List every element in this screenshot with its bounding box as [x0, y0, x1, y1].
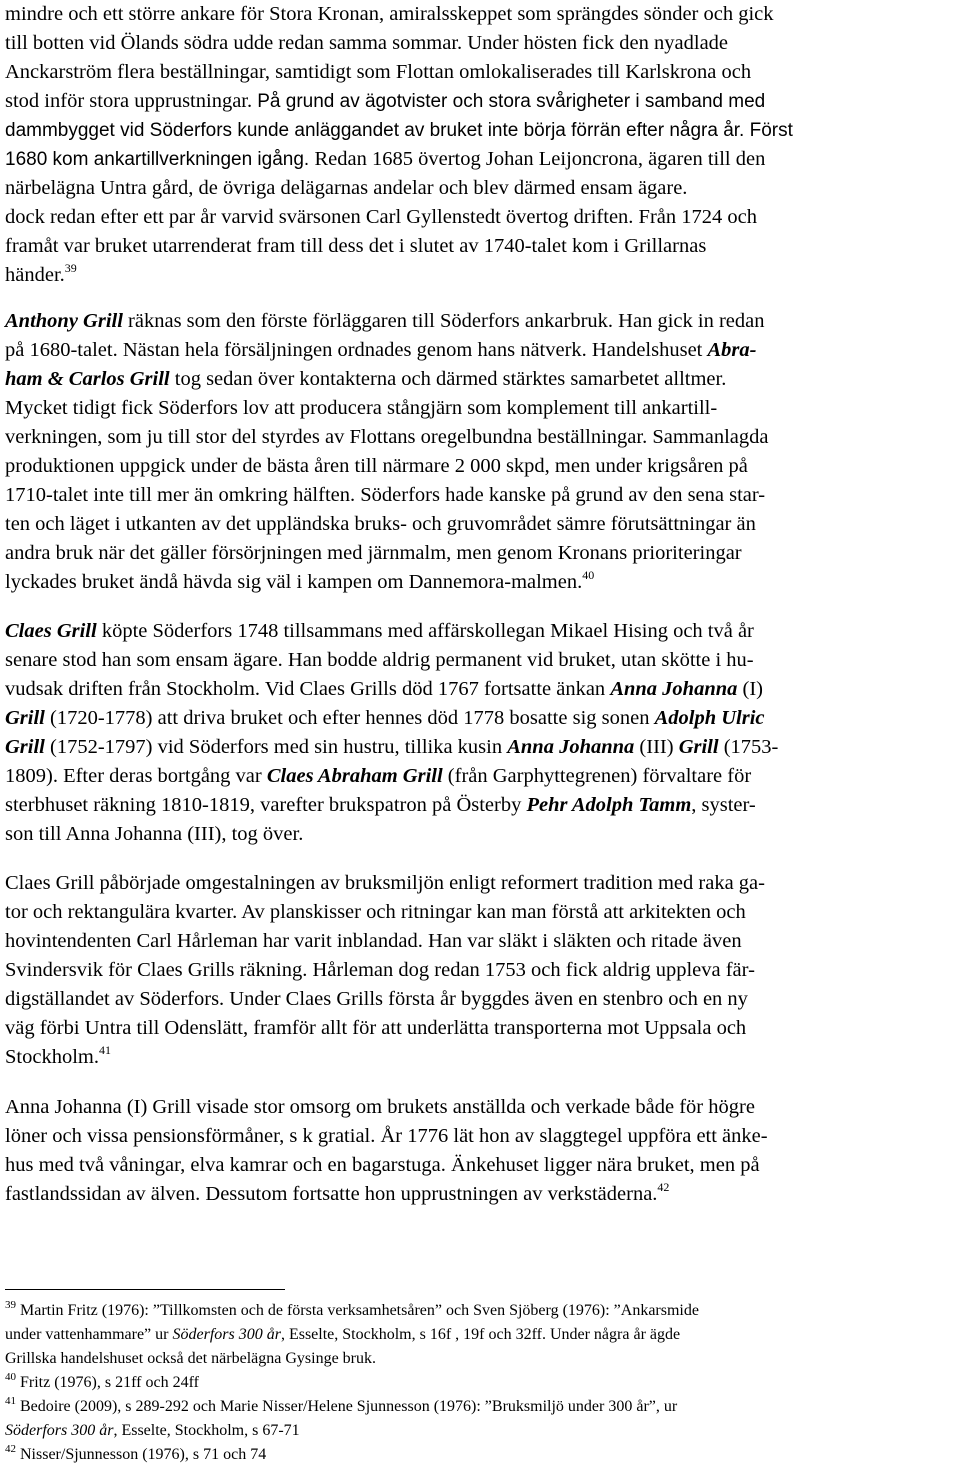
- text-line: andra bruk när det gäller försörjningen med järnmalm, men genom Kronans prioriteringar: [5, 542, 742, 564]
- person-name: Adolph Ulric: [654, 707, 765, 729]
- text-segment: tog sedan över kontakterna och därmed stärktes samarbetet alltmer.: [169, 368, 727, 390]
- text-segment: (1752-1797) vid Söderfors med sin hustru, tillika kusin: [44, 736, 508, 758]
- text-segment: (1753-: [718, 736, 779, 758]
- footnote-ref-39: 39: [64, 261, 77, 275]
- paragraph-intro: [5, 0, 945, 290]
- text-segment: , syster-: [691, 794, 756, 816]
- person-name: Grill: [5, 736, 45, 758]
- text-segment: räknas som den förste förläggaren till Söderfors ankarbruk. Han gick in redan: [122, 310, 765, 332]
- footnote-text: Fritz (1976), s 21ff och 24ff: [16, 1374, 199, 1391]
- footnote-text: Bedoire (2009), s 289-292 och Marie Nisser/Helene Sjunnesson (1976): ”Bruksmiljö under 300 år”, ur: [16, 1398, 678, 1415]
- text-segment: Redan 1685 övertog Johan Leijoncrona, ägaren till den: [314, 148, 766, 170]
- footnote-40: [5, 1371, 950, 1395]
- text-line: [5, 145, 945, 174]
- text-segment: närbelägna Untra gård, de övriga delägarnas andelar och blev därmed ensam ägare.: [5, 177, 688, 199]
- text-line: [5, 307, 945, 336]
- text-segment: fastlandssidan av älven. Dessutom fortsatte hon upprustningen av verkstäderna.: [5, 1183, 658, 1205]
- footnote-42: [5, 1443, 950, 1467]
- text-line: väg förbi Untra till Odenslätt, framför allt för att underlätta transporterna mot Uppsala och: [5, 1017, 747, 1039]
- footnotes: [5, 1299, 950, 1467]
- text-line: [5, 617, 945, 646]
- footnote-39-cont: [5, 1323, 950, 1347]
- text-line: hovintendenten Carl Hårleman har varit inblandad. Han var släkt i släkten och ritade även: [5, 930, 742, 952]
- text-segment: (från Garphyttegrenen) förvaltare för: [442, 765, 752, 787]
- text-line: hus med två våningar, elva kamrar och en bagarstuga. Änkehuset ligger nära bruket, men på: [5, 1154, 760, 1176]
- text-line: 1710-talet inte till mer än omkring hälften. Söderfors hade kanske på grund av den sena star-: [5, 484, 766, 506]
- text-segment: vudsak driften från Stockholm. Vid Claes Grills död 1767 fortsatte änkan: [5, 678, 611, 700]
- text-line: verkningen, som ju till stor del styrdes av Flottans oregelbundna beställningar. Sammanlagda: [5, 426, 769, 448]
- text-line: ten och läget i utkanten av det uppländska bruks- och gruvområdet sämre förutsättningar än: [5, 513, 756, 535]
- footnote-number: 40: [5, 1371, 16, 1383]
- footnote-text: , Esselte, Stockholm, s 67-71: [113, 1422, 300, 1439]
- footnote-ref-42: 42: [657, 1180, 670, 1194]
- text-line: dock redan efter ett par år varvid svärsonen Carl Gyllenstedt övertog driften. Från 1724 och: [5, 206, 757, 228]
- text-line: senare stod han som ensam ägare. Han bodde aldrig permanent vid bruket, utan skötte i hu-: [5, 649, 754, 671]
- text-segment: sterbhuset räkning 1810-1819, varefter brukspatron på Österby: [5, 794, 527, 816]
- person-name: Claes Abraham Grill: [266, 765, 443, 787]
- text-line: [5, 733, 945, 762]
- text-line: Anna Johanna (I) Grill visade stor omsorg om brukets anställda och verkade både för högre: [5, 1096, 755, 1118]
- text-line: [5, 704, 945, 733]
- text-line: [5, 87, 945, 116]
- book-title: Söderfors 300 år: [5, 1422, 114, 1439]
- text-line: [5, 336, 945, 365]
- text-segment: lyckades bruket ändå hävda sig väl i kampen om Dannemora-malmen.: [5, 571, 583, 593]
- text-segment: på 1680-talet. Nästan hela försäljningen ordnades genom hans nätverk. Handelshuset: [5, 339, 708, 361]
- footnote-number: 42: [5, 1443, 16, 1455]
- footnote-text: under vattenhammare” ur: [5, 1326, 173, 1343]
- person-name: Anna Johanna: [507, 736, 635, 758]
- person-name: Pehr Adolph Tamm: [526, 794, 692, 816]
- text-segment: På grund av ägotvister och stora svårigheter i samband med: [257, 91, 766, 112]
- paragraph-anthony-grill: [5, 307, 945, 597]
- text-line: Mycket tidigt fick Söderfors lov att producera stångjärn som komplement till ankartill-: [5, 397, 718, 419]
- person-name: Anna Johanna: [610, 678, 738, 700]
- text-line: tor och rektangulära kvarter. Av planskisser och ritningar kan man förstå att arkitekten och: [5, 901, 746, 923]
- text-line: digställandet av Söderfors. Under Claes Grills första år byggdes även en stenbro och en ny: [5, 988, 748, 1010]
- text-line: löner och vissa pensionsförmåner, s k gratial. År 1776 lät hon av slaggtegel uppföra ett änke-: [5, 1125, 768, 1147]
- paragraph-omgestaltning: [5, 869, 945, 1072]
- footnote-41-cont: [5, 1419, 950, 1443]
- person-name: Grill: [678, 736, 719, 758]
- text-line: [5, 365, 945, 394]
- footnote-ref-41: 41: [98, 1043, 111, 1057]
- footnote-41: [5, 1395, 950, 1419]
- text-line: Anckarström flera beställningar, samtidigt som Flottan omlokaliserades till Karlskrona och: [5, 61, 752, 83]
- text-line: [5, 675, 945, 704]
- text-segment: 1680 kom ankartillverkningen igång.: [5, 149, 315, 170]
- text-segment: 1809). Efter deras bortgång var: [5, 765, 267, 787]
- text-line: till botten vid Ölands södra udde redan samma sommar. Under hösten fick den nyadlade: [5, 32, 729, 54]
- text-line: [5, 568, 945, 597]
- text-line: [5, 791, 945, 820]
- text-line: [5, 1043, 945, 1072]
- text-segment: köpte Söderfors 1748 tillsammans med affärskollegan Mikael Hising och två år: [96, 620, 754, 642]
- text-line: mindre och ett större ankare för Stora Kronan, amiralsskeppet som sprängdes sönder och gick: [5, 3, 774, 25]
- text-line: [5, 174, 945, 203]
- text-segment: (III): [634, 736, 679, 758]
- footnote-number: 41: [5, 1395, 16, 1407]
- footnote-text: Martin Fritz (1976): ”Tillkomsten och de första verksamhetsåren” och Sven Sjöberg (1976): ”Ankarsmide: [16, 1302, 699, 1319]
- text-line: Claes Grill påbörjade omgestalningen av bruksmiljön enligt reformert tradition med raka ga-: [5, 872, 765, 894]
- paragraph-anna-johanna: [5, 1093, 945, 1209]
- text-segment: stod inför stora upprustningar.: [5, 90, 258, 112]
- footnote-text: Nisser/Sjunnesson (1976), s 71 och 74: [16, 1446, 267, 1463]
- text-line: Svindersvik för Claes Grills räkning. Hårleman dog redan 1753 och fick aldrig uppleva fär-: [5, 959, 755, 981]
- text-line: [5, 1180, 945, 1209]
- text-segment: (1720-1778) att driva bruket och efter hennes död 1778 bosatte sig sonen: [44, 707, 655, 729]
- text-line: framåt var bruket utarrenderat fram till dess det i slutet av 1740-talet kom i Grillarnas: [5, 235, 707, 257]
- footnote-text: , Esselte, Stockholm, s 16f , 19f och 32ff. Under några år ägde: [280, 1326, 681, 1343]
- text-line: son till Anna Johanna (III), tog över.: [5, 823, 304, 845]
- person-name: Anthony Grill: [5, 310, 123, 332]
- text-segment: händer.: [5, 264, 65, 286]
- company-name: ham & Carlos Grill: [5, 368, 170, 390]
- text-line: [5, 762, 945, 791]
- company-name: Abra-: [707, 339, 757, 361]
- footnote-ref-40: 40: [582, 568, 595, 582]
- paragraph-claes-grill: [5, 617, 945, 849]
- footnote-39: [5, 1299, 950, 1323]
- text-segment: Stockholm.: [5, 1046, 99, 1068]
- person-name: Claes Grill: [5, 620, 97, 642]
- text-line: [5, 261, 945, 290]
- footnote-number: 39: [5, 1299, 16, 1311]
- text-line: produktionen uppgick under de bästa åren till närmare 2 000 skpd, men under krigsåren på: [5, 455, 748, 477]
- footnote-39-cont: Grillska handelshuset också det närbelägna Gysinge bruk.: [5, 1350, 377, 1367]
- text-segment: (I): [737, 678, 763, 700]
- book-title: Söderfors 300 år: [172, 1326, 281, 1343]
- person-name: Grill: [5, 707, 45, 729]
- footnote-separator: [5, 1289, 285, 1290]
- text-line: dammbygget vid Söderfors kunde anläggandet av bruket inte börja förrän efter några år. Först: [5, 120, 793, 141]
